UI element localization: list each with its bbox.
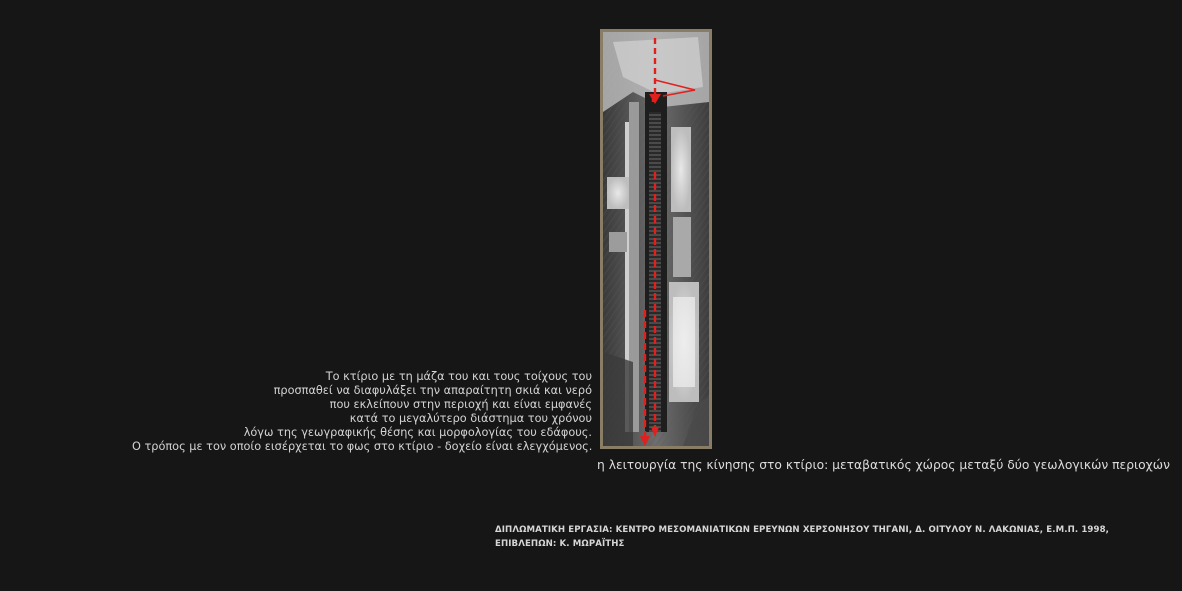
description-line: κατά το μεγαλύτερο διάστημα του χρόνου	[349, 412, 592, 425]
credits-line-thesis: ΔΙΠΛΩΜΑΤΙΚΗ ΕΡΓΑΣΙΑ: ΚΕΝΤΡΟ ΜΕΣΟΜΑΝΙΑΤΙΚΩΝ ΕΡΕΥΝΩΝ ΧΕΡΣΟΝΗΣΟΥ ΤΗΓΑΝΙ, Δ. ΟΙΤΥΛΟΥ Ν. ΛΑΚΩΝΙΑΣ, Ε.Μ.Π. 1998,	[495, 525, 1110, 535]
left-cube-upper	[607, 177, 629, 209]
description-line: Το κτίριο με τη μάζα του και τους τοίχους του	[325, 370, 592, 383]
right-block-lower-light	[673, 297, 695, 387]
model-photo	[600, 29, 712, 449]
description-line: Ο τρόπος με τον οποίο εισέρχεται το φως στο κτίριο - δοχείο είναι ελεγχόμενος.	[132, 440, 593, 453]
thesis-credits	[495, 523, 1109, 551]
description-line: λόγω της γεωγραφικής θέσης και μορφολογίας του εδάφους.	[243, 426, 592, 439]
right-block-upper	[671, 127, 691, 212]
description-text	[132, 370, 592, 454]
right-block-middle	[673, 217, 691, 277]
lower-left-terrain	[603, 352, 633, 446]
description-line: προσπαθεί να διαφυλάξει την απαραίτητη σκιά και νερό	[273, 384, 592, 397]
description-line: που εκλείπουν στην περιοχή και είναι εμφανές	[329, 398, 592, 411]
building-model-rendering	[603, 32, 709, 446]
credits-line-supervisor: ΕΠΙΒΛΕΠΩΝ: Κ. ΜΩΡΑΪΤΗΣ	[495, 539, 625, 549]
model-caption: η λειτουργία της κίνησης στο κτίριο: μεταβατικός χώρος μεταξύ δύο γεωλογικών περιοχών	[597, 458, 1170, 472]
left-cube-lower	[609, 232, 627, 252]
